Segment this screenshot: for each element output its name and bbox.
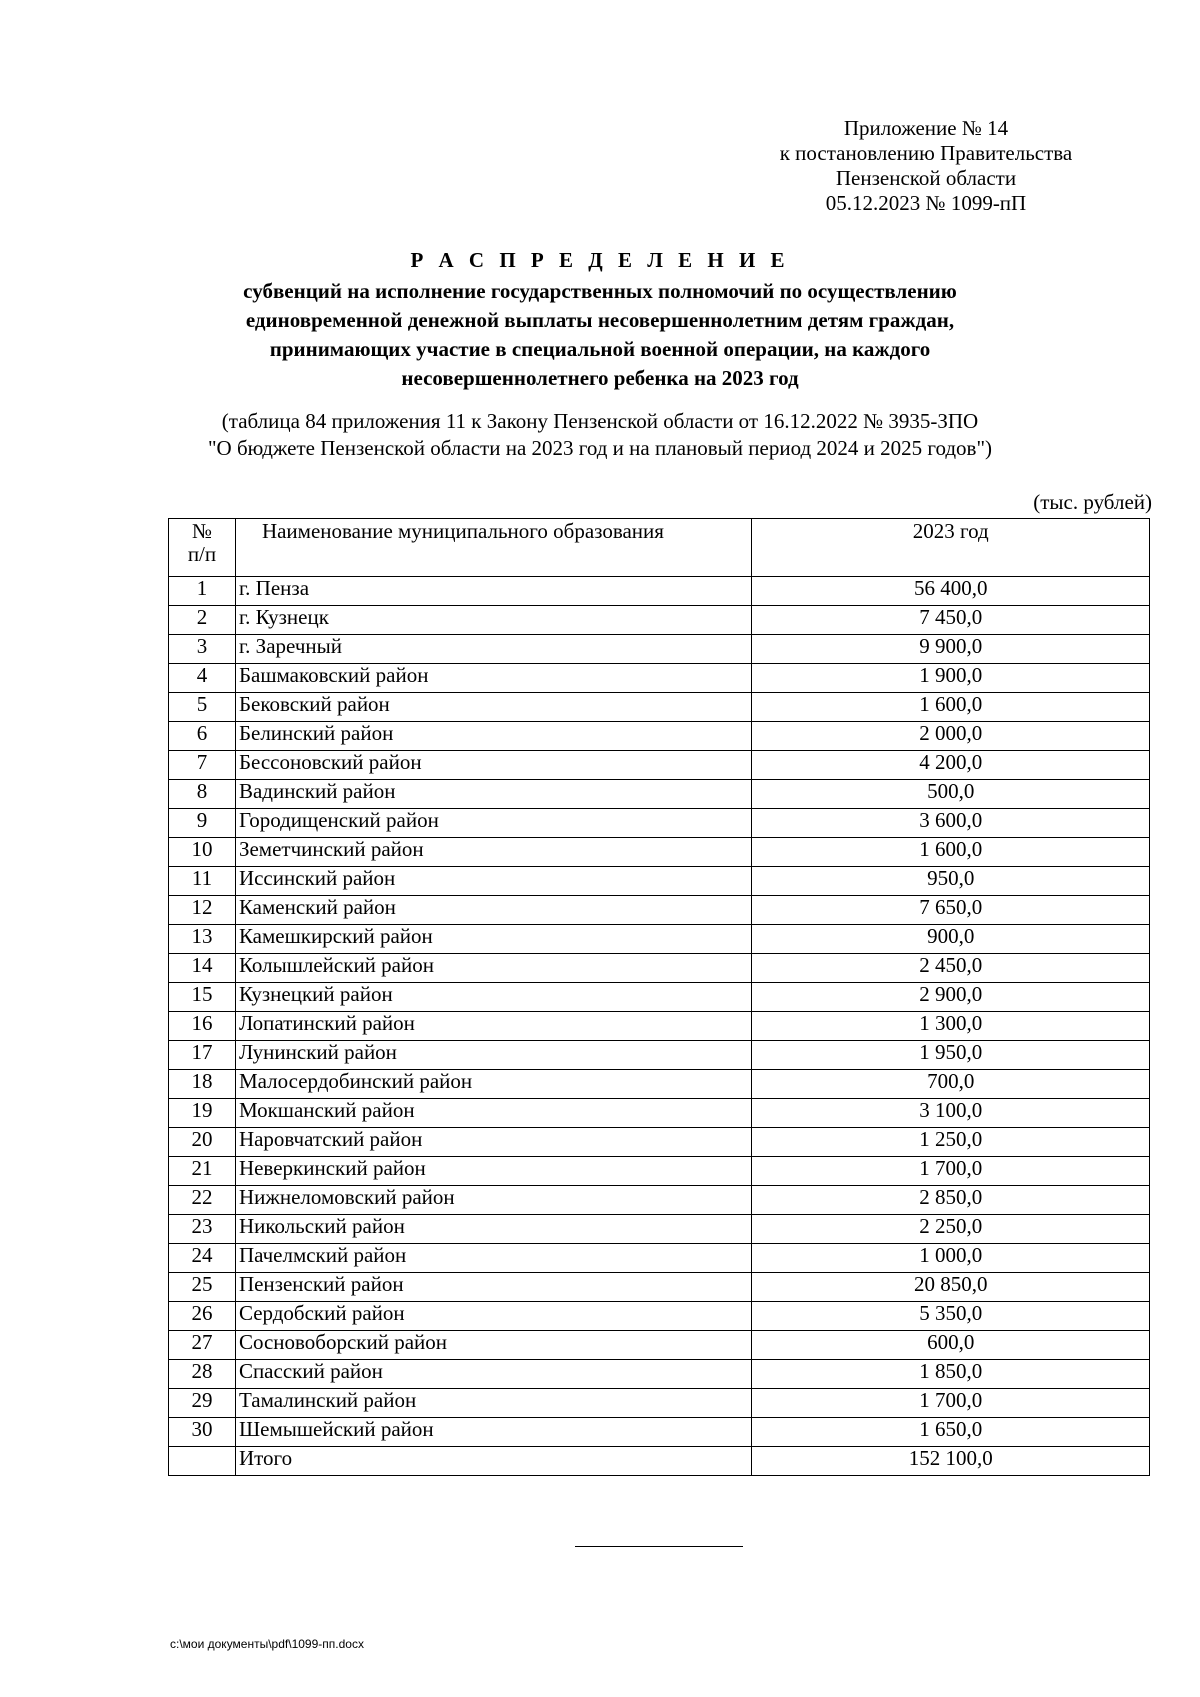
municipality-name: г. Заречный [235,635,752,664]
row-number: 4 [169,664,236,693]
amount-value: 1 000,0 [752,1244,1150,1273]
distribution-table [168,518,1150,1476]
municipality-name: Нижнеломовский район [235,1186,752,1215]
row-number: 26 [169,1302,236,1331]
header-number-abbr: п/п [187,542,217,566]
table-row [169,1244,1150,1273]
municipality-name: Мокшанский район [235,1099,752,1128]
annex-reference: к постановлению Правительства [779,141,1073,165]
table-row [169,1331,1150,1360]
row-number: 2 [169,606,236,635]
municipality-name: г. Кузнецк [235,606,752,635]
row-number: 5 [169,693,236,722]
table-row [169,1099,1150,1128]
amount-value: 5 350,0 [752,1302,1150,1331]
row-number: 3 [169,635,236,664]
amount-value: 900,0 [752,925,1150,954]
municipality-name: Бековский район [235,693,752,722]
municipality-name: Земетчинский район [235,838,752,867]
unit-label: (тыс. рублей) [1033,490,1152,514]
table-row [169,809,1150,838]
municipality-name: Каменский район [235,896,752,925]
table-row [169,925,1150,954]
row-number: 17 [169,1041,236,1070]
table-row [169,1360,1150,1389]
amount-value: 4 200,0 [752,751,1150,780]
header-value: 2023 год [752,519,1150,577]
table-row [169,1128,1150,1157]
municipality-name: Пензенский район [235,1273,752,1302]
row-number: 11 [169,867,236,896]
table-header-row [169,519,1150,577]
amount-value: 3 100,0 [752,1099,1150,1128]
municipality-name: Белинский район [235,722,752,751]
amount-value: 1 250,0 [752,1128,1150,1157]
municipality-name: Сердобский район [235,1302,752,1331]
row-number: 20 [169,1128,236,1157]
table-row [169,954,1150,983]
municipality-name: Итого [235,1447,752,1476]
table-row [169,1012,1150,1041]
municipality-name: Спасский район [235,1360,752,1389]
table-row [169,983,1150,1012]
row-number: 25 [169,1273,236,1302]
amount-value: 20 850,0 [752,1273,1150,1302]
municipality-name: Городищенский район [235,809,752,838]
row-number: 6 [169,722,236,751]
header-number [169,519,236,577]
amount-value: 1 900,0 [752,664,1150,693]
title-line: принимающих участие в специальной военной операции, на каждого [269,337,931,361]
amount-value: 600,0 [752,1331,1150,1360]
row-number: 30 [169,1418,236,1447]
municipality-name: Наровчатский район [235,1128,752,1157]
amount-value: 56 400,0 [752,577,1150,606]
amount-value: 2 000,0 [752,722,1150,751]
row-number: 15 [169,983,236,1012]
municipality-name: Башмаковский район [235,664,752,693]
amount-value: 1 950,0 [752,1041,1150,1070]
row-number: 7 [169,751,236,780]
municipality-name: Кузнецкий район [235,983,752,1012]
table-body [169,577,1150,1476]
row-number: 12 [169,896,236,925]
table-row [169,838,1150,867]
row-number: 13 [169,925,236,954]
amount-value: 1 850,0 [752,1360,1150,1389]
title-line: субвенций на исполнение государственных полномочий по осуществлению [243,279,957,303]
municipality-name: Пачелмский район [235,1244,752,1273]
title-line: единовременной денежной выплаты несовершеннолетним детям граждан, [245,308,955,332]
amount-value: 7 650,0 [752,896,1150,925]
municipality-name: Вадинский район [235,780,752,809]
amount-value: 3 600,0 [752,809,1150,838]
amount-value: 500,0 [752,780,1150,809]
municipality-name: Неверкинский район [235,1157,752,1186]
row-number: 9 [169,809,236,838]
table-row [169,1389,1150,1418]
municipality-name: Колышлейский район [235,954,752,983]
municipality-name: Лопатинский район [235,1012,752,1041]
amount-value: 2 250,0 [752,1215,1150,1244]
municipality-name: Малосердобинский район [235,1070,752,1099]
header-number-symbol: № [191,519,212,543]
table-row [169,1215,1150,1244]
row-number: 16 [169,1012,236,1041]
municipality-name: г. Пенза [235,577,752,606]
row-number: 21 [169,1157,236,1186]
header-name: Наименование муниципального образования [235,519,752,577]
amount-value: 950,0 [752,867,1150,896]
table-row [169,780,1150,809]
amount-value: 1 700,0 [752,1389,1150,1418]
file-path-footer: c:\мои документы\pdf\1099-пп.docx [170,1637,364,1651]
table-row [169,751,1150,780]
row-number: 28 [169,1360,236,1389]
end-divider [575,1546,743,1547]
municipality-name: Тамалинский район [235,1389,752,1418]
row-number: 18 [169,1070,236,1099]
amount-value: 700,0 [752,1070,1150,1099]
amount-value: 2 900,0 [752,983,1150,1012]
table-row [169,896,1150,925]
table-row [169,1273,1150,1302]
amount-value: 1 650,0 [752,1418,1150,1447]
annex-region: Пензенской области [835,166,1017,190]
amount-value: 1 600,0 [752,838,1150,867]
row-number: 27 [169,1331,236,1360]
municipality-name: Лунинский район [235,1041,752,1070]
municipality-name: Никольский район [235,1215,752,1244]
table-row [169,1070,1150,1099]
table-row [169,577,1150,606]
annex-number: Приложение № 14 [843,116,1009,140]
amount-value: 2 850,0 [752,1186,1150,1215]
table-row [169,693,1150,722]
law-reference-line: (таблица 84 приложения 11 к Закону Пензенской области от 16.12.2022 № 3935-ЗПО [221,409,979,433]
municipality-name: Шемышейский район [235,1418,752,1447]
row-number: 29 [169,1389,236,1418]
municipality-name: Сосновоборский район [235,1331,752,1360]
table-row [169,635,1150,664]
amount-value: 2 450,0 [752,954,1150,983]
annex-date: 05.12.2023 № 1099-пП [825,191,1027,215]
row-number: 23 [169,1215,236,1244]
table-row [169,664,1150,693]
amount-value: 1 700,0 [752,1157,1150,1186]
municipality-name: Камешкирский район [235,925,752,954]
table-row [169,867,1150,896]
amount-value: 152 100,0 [752,1447,1150,1476]
document-title [130,246,1070,393]
row-number: 22 [169,1186,236,1215]
row-number: 8 [169,780,236,809]
row-number [169,1447,236,1476]
table-row [169,606,1150,635]
amount-value: 9 900,0 [752,635,1150,664]
law-reference-line: "О бюджете Пензенской области на 2023 год и на плановый период 2024 и 2025 годов") [207,436,993,460]
municipality-name: Бессоновский район [235,751,752,780]
amount-value: 1 600,0 [752,693,1150,722]
table-row [169,1418,1150,1447]
table-row [169,1302,1150,1331]
amount-value: 7 450,0 [752,606,1150,635]
row-number: 24 [169,1244,236,1273]
table-row [169,1041,1150,1070]
table-row [169,1186,1150,1215]
table-row [169,722,1150,751]
total-row [169,1447,1150,1476]
row-number: 10 [169,838,236,867]
row-number: 19 [169,1099,236,1128]
row-number: 14 [169,954,236,983]
law-reference [130,408,1070,462]
amount-value: 1 300,0 [752,1012,1150,1041]
title-heading: Р А С П Р Е Д Е Л Е Н И Е [410,248,790,272]
municipality-name: Иссинский район [235,867,752,896]
row-number: 1 [169,577,236,606]
title-line: несовершеннолетнего ребенка на 2023 год [401,366,799,390]
annex-block [730,116,1122,216]
table-row [169,1157,1150,1186]
